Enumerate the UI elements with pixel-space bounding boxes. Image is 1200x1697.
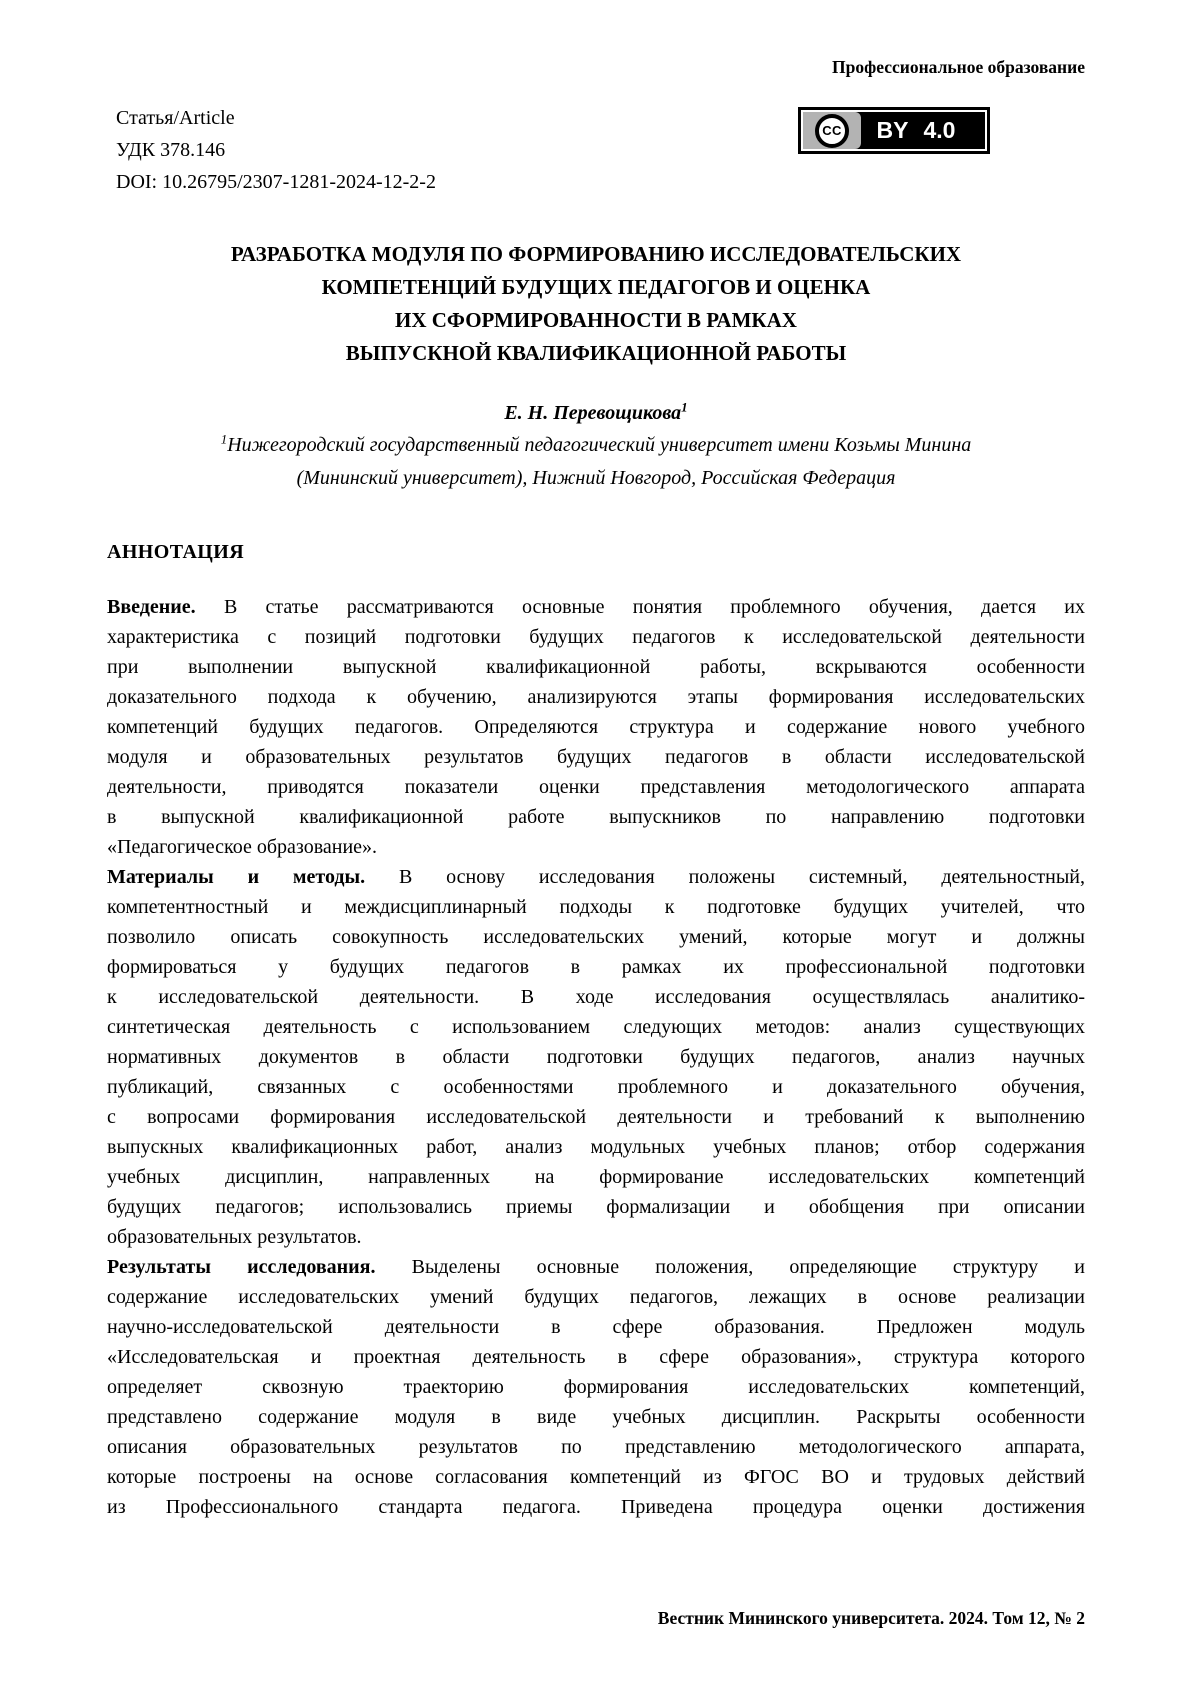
- article-meta-row: [107, 102, 1085, 198]
- abstract-line: в выпускной квалификационной работе выпускников по направлению подготовки: [107, 806, 1085, 828]
- affiliation-block: [107, 429, 1085, 495]
- abstract-line: определяет сквозную траекторию формирования исследовательских компетенций,: [107, 1376, 1085, 1398]
- udc-label: УДК 378.146: [116, 139, 226, 161]
- affiliation-text: Нижегородский государственный педагогический университет имени Козьмы Минина: [227, 434, 972, 456]
- cc-badge-inner: [803, 112, 985, 149]
- abstract-line-text: В основу исследования положены системный, деятельностный,: [399, 866, 1085, 888]
- license-version-label: BY 4.0: [876, 117, 956, 143]
- abstract-line: научно-исследовательской деятельности в сфере образования. Предложен модуль: [107, 1316, 1085, 1338]
- abstract-line: при выполнении выпускной квалификационной работы, вскрываются особенности: [107, 656, 1085, 678]
- abstract-line: [107, 862, 1085, 892]
- author-line: [107, 400, 1085, 426]
- abstract-line: деятельности, приводятся показатели оценки представления методологического аппарата: [107, 776, 1085, 798]
- affiliation-line: [107, 462, 1085, 495]
- affiliation-text: (Мининский университет), Нижний Новгород, Российская Федерация: [296, 467, 896, 489]
- author-name: Е. Н. Перевощикова: [504, 402, 682, 424]
- abstract-line: которые построены на основе согласования компетенций из ФГОС ВО и трудовых действий: [107, 1466, 1085, 1488]
- journal-footer: Вестник Мининского университета. 2024. Том 12, № 2: [657, 1608, 1085, 1628]
- abstract-text: [107, 592, 1085, 1522]
- abstract-line: образовательных результатов.: [107, 1226, 362, 1248]
- cc-icon: CC: [815, 114, 849, 148]
- abstract-line: позволило описать совокупность исследовательских умений, которые могут и должны: [107, 926, 1085, 948]
- abstract-line: «Исследовательская и проектная деятельность в сфере образования», структура которого: [107, 1346, 1085, 1368]
- author-affiliation-marker: 1: [681, 399, 688, 415]
- abstract-line-text: Выделены основные положения, определяющие структуру и: [411, 1256, 1086, 1278]
- abstract-line: с вопросами формирования исследовательской деятельности и требований к выполнению: [107, 1106, 1085, 1128]
- abstract-line-text: В статье рассматриваются основные понятия проблемного обучения, дается их: [223, 596, 1086, 618]
- abstract-line: формироваться у будущих педагогов в рамках их профессиональной подготовки: [107, 956, 1085, 978]
- article-title-line: РАЗРАБОТКА МОДУЛЯ ПО ФОРМИРОВАНИЮ ИССЛЕДОВАТЕЛЬСКИХ: [230, 242, 962, 266]
- abstract-line: описания образовательных результатов по представлению методологического аппарата,: [107, 1436, 1085, 1458]
- paragraph-lead: Введение.: [107, 596, 196, 618]
- article-title: [107, 238, 1085, 370]
- abstract-line: будущих педагогов; использовались приемы формализации и обобщения при описании: [107, 1196, 1085, 1218]
- abstract-line: [107, 592, 1085, 622]
- abstract-line: компетентностный и междисциплинарный подходы к подготовке будущих учителей, что: [107, 896, 1085, 918]
- license-badge-wrap: [798, 107, 990, 154]
- article-title-line: ВЫПУСКНОЙ КВАЛИФИКАЦИОННОЙ РАБОТЫ: [345, 341, 847, 365]
- abstract-line: «Педагогическое образование».: [107, 836, 378, 858]
- abstract-line: компетенций будущих педагогов. Определяются структура и содержание нового учебного: [107, 716, 1085, 738]
- abstract-line: характеристика с позиций подготовки будущих педагогов к исследовательской деятельности: [107, 626, 1085, 648]
- paragraph-lead: Материалы и методы.: [107, 866, 366, 888]
- doi-label: DOI: 10.26795/2307-1281-2024-12-2-2: [116, 171, 436, 193]
- affiliation-marker: 1: [220, 431, 228, 447]
- abstract-line: к исследовательской деятельности. В ходе исследования осуществлялась аналитико-: [107, 986, 1085, 1008]
- journal-section-header: Профессиональное образование: [832, 57, 1085, 77]
- article-type-label: Статья/Article: [116, 107, 235, 129]
- affiliation-line: [107, 429, 1085, 462]
- abstract-line: выпускных квалификационных работ, анализ модульных учебных планов; отбор содержания: [107, 1136, 1085, 1158]
- abstract-line: нормативных документов в области подготовки будущих педагогов, анализ научных: [107, 1046, 1085, 1068]
- cc-badge-left-panel: [803, 112, 861, 149]
- abstract-line: из Профессионального стандарта педагога. Приведена процедура оценки достижения: [107, 1496, 1085, 1518]
- cc-by-license-badge[interactable]: [798, 107, 990, 154]
- article-meta-block: [107, 102, 436, 198]
- abstract-line: доказательного подхода к обучению, анализируются этапы формирования исследовательских: [107, 686, 1085, 708]
- abstract-line: синтетическая деятельность с использованием следующих методов: анализ существующих: [107, 1016, 1085, 1038]
- article-title-line: ИХ СФОРМИРОВАННОСТИ В РАМКАХ: [395, 308, 797, 332]
- abstract-line: модуля и образовательных результатов будущих педагогов в области исследовательской: [107, 746, 1085, 768]
- abstract-line: содержание исследовательских умений будущих педагогов, лежащих в основе реализации: [107, 1286, 1085, 1308]
- article-title-line: КОМПЕТЕНЦИЙ БУДУЩИХ ПЕДАГОГОВ И ОЦЕНКА: [321, 275, 871, 299]
- abstract-line: [107, 1252, 1085, 1282]
- abstract-line: учебных дисциплин, направленных на формирование исследовательских компетенций: [107, 1166, 1085, 1188]
- abstract-heading: АННОТАЦИЯ: [107, 541, 245, 563]
- abstract-line: публикаций, связанных с особенностями проблемного и доказательного обучения,: [107, 1076, 1085, 1098]
- paragraph-lead: Результаты исследования.: [107, 1256, 376, 1278]
- abstract-line: представлено содержание модуля в виде учебных дисциплин. Раскрыты особенности: [107, 1406, 1085, 1428]
